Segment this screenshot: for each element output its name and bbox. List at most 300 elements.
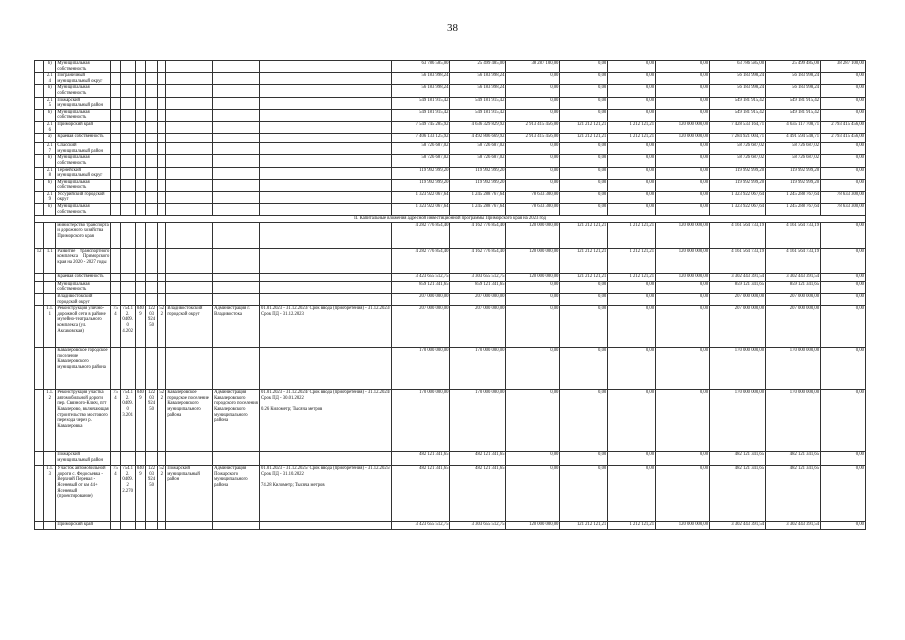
amount-cell: 120 000 000,00 bbox=[506, 222, 560, 248]
empty-cell bbox=[44, 348, 56, 390]
empty-cell bbox=[120, 522, 135, 530]
amount-cell: 0,00 bbox=[656, 452, 710, 466]
empty-cell bbox=[260, 452, 392, 466]
summary-row bbox=[35, 61, 866, 73]
amount-cell: 121 212 121,21 bbox=[560, 248, 608, 273]
amount-cell: 119 992 999,20 bbox=[710, 179, 766, 191]
amount-cell: 170 000 000,00 bbox=[710, 390, 766, 452]
project-name: Участок автомобильной дороги с. Федосьевка - Верхний Перевал - Ясеневый от км 44+ Ясеневый (проектирование) bbox=[56, 466, 111, 522]
amount-cell: 0,00 bbox=[560, 73, 608, 85]
row-name: Муниципальная собственность bbox=[56, 61, 111, 73]
row-name: Муниципальная собственность bbox=[56, 179, 111, 191]
project-region: Владивостокский городской округ bbox=[166, 306, 213, 348]
amount-cell: 0,00 bbox=[560, 294, 608, 306]
row-name: Кавалеровское городское поселение Кавалеровского муниципального района bbox=[56, 348, 111, 390]
empty-cell bbox=[135, 179, 145, 191]
amount-cell: 0,00 bbox=[560, 179, 608, 191]
amount-cell: 0,00 bbox=[656, 179, 710, 191]
amount-cell: 4 492 806 669,92 bbox=[450, 134, 506, 143]
amount-cell: 0,00 bbox=[821, 155, 866, 167]
empty-cell bbox=[111, 222, 120, 248]
empty-cell bbox=[158, 155, 166, 167]
empty-cell bbox=[135, 155, 145, 167]
empty-cell bbox=[260, 348, 392, 390]
total-row bbox=[35, 522, 866, 530]
amount-cell: 0,00 bbox=[608, 452, 656, 466]
empty-cell bbox=[120, 348, 135, 390]
amount-cell: 119 992 999,20 bbox=[710, 167, 766, 179]
empty-cell bbox=[120, 191, 135, 203]
empty-cell bbox=[145, 109, 157, 121]
section-header-row bbox=[35, 216, 866, 223]
budget-code: 12203 92450 bbox=[145, 306, 157, 348]
empty-cell bbox=[135, 191, 145, 203]
amount-cell: 63 786 585,00 bbox=[710, 61, 766, 73]
empty-cell bbox=[260, 155, 392, 167]
empty-cell bbox=[213, 204, 260, 216]
empty-cell bbox=[166, 191, 213, 203]
amount-cell: 170 000 000,00 bbox=[766, 390, 821, 452]
amount-cell: 56 183 998,24 bbox=[450, 73, 506, 85]
empty-cell bbox=[158, 143, 166, 155]
amount-cell: 2 793 415 456,00 bbox=[821, 121, 866, 133]
empty-cell bbox=[35, 273, 44, 281]
amount-cell: 0,00 bbox=[608, 167, 656, 179]
row-name: Муниципальная собственность bbox=[56, 204, 111, 216]
empty-cell bbox=[35, 109, 44, 121]
empty-cell bbox=[158, 61, 166, 73]
empty-cell bbox=[260, 167, 392, 179]
program-subrow bbox=[35, 273, 866, 281]
summary-row bbox=[35, 121, 866, 133]
empty-cell bbox=[111, 109, 120, 121]
amount-cell: 0,00 bbox=[560, 191, 608, 203]
amount-cell: 56 183 998,24 bbox=[450, 85, 506, 97]
empty-cell bbox=[44, 281, 56, 293]
amount-cell: 119 992 999,20 bbox=[392, 179, 450, 191]
empty-cell bbox=[145, 121, 157, 133]
row-code: 2.1 5 bbox=[44, 97, 56, 109]
amount-cell: 1 212 121,21 bbox=[608, 248, 656, 273]
amount-cell: 120 000 000,00 bbox=[506, 273, 560, 281]
empty-cell bbox=[166, 179, 213, 191]
project-row bbox=[35, 466, 866, 522]
empty-cell bbox=[145, 155, 157, 167]
empty-cell bbox=[158, 348, 166, 390]
summary-row bbox=[35, 134, 866, 143]
budget-code: 0409 bbox=[135, 390, 145, 452]
empty-cell bbox=[145, 281, 157, 293]
empty-cell bbox=[35, 85, 44, 97]
empty-cell bbox=[44, 222, 56, 248]
amount-cell: 0,00 bbox=[506, 466, 560, 522]
amount-cell: 0,00 bbox=[656, 97, 710, 109]
amount-cell: 56 183 998,24 bbox=[392, 85, 450, 97]
amount-cell: 78 633 300,00 bbox=[821, 204, 866, 216]
empty-cell bbox=[158, 204, 166, 216]
amount-cell: 0,00 bbox=[656, 281, 710, 293]
amount-cell: 63 786 585,00 bbox=[392, 61, 450, 73]
amount-cell: 859 121 341,65 bbox=[710, 281, 766, 293]
amount-cell: 7 428 533 164,71 bbox=[710, 121, 766, 133]
amount-cell: 4 491 594 548,71 bbox=[766, 134, 821, 143]
empty-cell bbox=[35, 155, 44, 167]
empty-cell bbox=[135, 204, 145, 216]
amount-cell: 0,00 bbox=[821, 348, 866, 390]
amount-cell: 0,00 bbox=[506, 73, 560, 85]
empty-cell bbox=[111, 294, 120, 306]
empty-cell bbox=[260, 273, 392, 281]
amount-cell: 170 000 000,00 bbox=[710, 348, 766, 390]
amount-cell: 0,00 bbox=[560, 143, 608, 155]
empty-cell bbox=[260, 134, 392, 143]
amount-cell: 0,00 bbox=[560, 204, 608, 216]
project-details: 01.01.2023 - 31.12.2023/ Срок ввода (приобретения) - 31.12.2023/ Срок ПД - 31.12.2023 bbox=[260, 306, 392, 348]
empty-cell bbox=[260, 143, 392, 155]
amount-cell: 0,00 bbox=[560, 348, 608, 390]
amount-cell: 0,00 bbox=[560, 281, 608, 293]
empty-cell bbox=[158, 121, 166, 133]
empty-cell bbox=[260, 109, 392, 121]
empty-cell bbox=[35, 134, 44, 143]
row-name: Муниципальная собственность bbox=[56, 109, 111, 121]
project-details: 01.01.2023 - 31.12.2025/ Срок ввода (приобретения) - 31.12.2025/ Срок ПД - 31.10.2022 74.28 Километр; Тысяча метров bbox=[260, 466, 392, 522]
amount-cell: 0,00 bbox=[656, 85, 710, 97]
amount-cell: 207 000 000,00 bbox=[710, 306, 766, 348]
project-details: 01.01.2023 - 31.12.2024/ Срок ввода (приобретения) - 31.12.2024/ Срок ПД - 30.01.2022 0.26 Километр; Тысяча метров bbox=[260, 390, 392, 452]
empty-cell bbox=[158, 167, 166, 179]
empty-cell bbox=[111, 191, 120, 203]
empty-cell bbox=[35, 73, 44, 85]
amount-cell: 4 161 564 733,19 bbox=[710, 222, 766, 248]
summary-row bbox=[35, 73, 866, 85]
amount-cell: 1 212 121,21 bbox=[608, 121, 656, 133]
empty-cell bbox=[135, 248, 145, 273]
amount-cell: 0,00 bbox=[821, 452, 866, 466]
empty-cell bbox=[120, 134, 135, 143]
amount-cell: 0,00 bbox=[656, 204, 710, 216]
empty-cell bbox=[213, 281, 260, 293]
empty-cell bbox=[166, 204, 213, 216]
amount-cell: 0,00 bbox=[821, 97, 866, 109]
empty-cell bbox=[158, 85, 166, 97]
empty-cell bbox=[111, 452, 120, 466]
amount-cell: 3 423 655 512,75 bbox=[392, 273, 450, 281]
amount-cell: 482 121 341,65 bbox=[766, 466, 821, 522]
amount-cell: 170 000 000,00 bbox=[392, 348, 450, 390]
amount-cell: 78 633 300,00 bbox=[506, 191, 560, 203]
empty-cell bbox=[120, 294, 135, 306]
empty-cell bbox=[213, 452, 260, 466]
empty-cell bbox=[111, 179, 120, 191]
empty-cell bbox=[145, 294, 157, 306]
empty-cell bbox=[213, 121, 260, 133]
empty-cell bbox=[111, 248, 120, 273]
amount-cell: 0,00 bbox=[506, 155, 560, 167]
empty-cell bbox=[120, 281, 135, 293]
budget-code: 754 bbox=[111, 390, 120, 452]
amount-cell: 7 284 921 004,71 bbox=[710, 134, 766, 143]
amount-cell: 58 726 687,02 bbox=[710, 143, 766, 155]
budget-code: 754.12. 0409.2 2.270 bbox=[120, 466, 135, 522]
amount-cell: 119 992 999,20 bbox=[450, 179, 506, 191]
row-name: Уссурийский городской округ bbox=[56, 191, 111, 203]
empty-cell bbox=[35, 179, 44, 191]
amount-cell: 549 181 915,42 bbox=[392, 109, 450, 121]
empty-cell bbox=[120, 222, 135, 248]
amount-cell: 0,00 bbox=[821, 167, 866, 179]
amount-cell: 58 726 687,02 bbox=[392, 155, 450, 167]
empty-cell bbox=[145, 134, 157, 143]
amount-cell: 170 000 000,00 bbox=[766, 348, 821, 390]
empty-cell bbox=[213, 97, 260, 109]
empty-cell bbox=[35, 143, 44, 155]
amount-cell: 0,00 bbox=[560, 167, 608, 179]
project-region: Кавалеровское городское поселение Кавалеровского муниципального района bbox=[166, 390, 213, 452]
empty-cell bbox=[111, 143, 120, 155]
empty-cell bbox=[145, 179, 157, 191]
row-code: 2.1 9 bbox=[44, 191, 56, 203]
empty-cell bbox=[260, 73, 392, 85]
empty-cell bbox=[120, 143, 135, 155]
amount-cell: 4 161 564 733,19 bbox=[766, 248, 821, 273]
empty-cell bbox=[158, 452, 166, 466]
amount-cell: 7 549 745 285,92 bbox=[392, 121, 450, 133]
amount-cell: 0,00 bbox=[560, 155, 608, 167]
empty-cell bbox=[166, 85, 213, 97]
amount-cell: 58 726 687,02 bbox=[450, 143, 506, 155]
empty-cell bbox=[166, 222, 213, 248]
empty-cell bbox=[166, 281, 213, 293]
empty-cell bbox=[260, 294, 392, 306]
empty-cell bbox=[111, 348, 120, 390]
empty-cell bbox=[120, 155, 135, 167]
empty-cell bbox=[166, 73, 213, 85]
empty-cell bbox=[120, 61, 135, 73]
budget-code: 12203 92450 bbox=[145, 390, 157, 452]
empty-cell bbox=[166, 452, 213, 466]
amount-cell: 1 245 288 767,64 bbox=[450, 204, 506, 216]
row-code: б) bbox=[44, 179, 56, 191]
amount-cell: 0,00 bbox=[608, 61, 656, 73]
ministry-row bbox=[35, 222, 866, 248]
amount-cell: 549 181 915,42 bbox=[710, 109, 766, 121]
amount-cell: 1 245 288 767,64 bbox=[766, 191, 821, 203]
empty-cell bbox=[35, 390, 44, 452]
empty-cell bbox=[260, 522, 392, 530]
amount-cell: 170 000 000,00 bbox=[450, 348, 506, 390]
empty-cell bbox=[135, 61, 145, 73]
amount-cell: 0,00 bbox=[506, 294, 560, 306]
amount-cell: 0,00 bbox=[506, 167, 560, 179]
amount-cell: 1 212 121,21 bbox=[608, 222, 656, 248]
amount-cell: 207 000 000,00 bbox=[450, 294, 506, 306]
amount-cell: 0,00 bbox=[506, 97, 560, 109]
empty-cell bbox=[166, 167, 213, 179]
empty-cell bbox=[35, 121, 44, 133]
empty-cell bbox=[120, 85, 135, 97]
amount-cell: 38 287 100,00 bbox=[506, 61, 560, 73]
empty-cell bbox=[166, 109, 213, 121]
summary-row bbox=[35, 143, 866, 155]
amount-cell: 482 121 341,65 bbox=[710, 452, 766, 466]
amount-cell: 4 635 117 708,71 bbox=[766, 121, 821, 133]
amount-cell: 78 633 300,00 bbox=[821, 191, 866, 203]
amount-cell: 0,00 bbox=[656, 167, 710, 179]
amount-cell: 549 181 915,42 bbox=[766, 109, 821, 121]
empty-cell bbox=[44, 273, 56, 281]
amount-cell: 56 183 998,24 bbox=[392, 73, 450, 85]
amount-cell: 482 121 341,65 bbox=[766, 452, 821, 466]
summary-row bbox=[35, 179, 866, 191]
amount-cell: 121 212 121,21 bbox=[560, 121, 608, 133]
empty-cell bbox=[145, 452, 157, 466]
amount-cell: 1 212 121,21 bbox=[608, 134, 656, 143]
amount-cell: 120 000 000,00 bbox=[656, 134, 710, 143]
amount-cell: 0,00 bbox=[506, 348, 560, 390]
amount-cell: 4 161 564 733,19 bbox=[710, 248, 766, 273]
amount-cell: 121 212 121,21 bbox=[560, 273, 608, 281]
amount-cell: 121 212 121,21 bbox=[560, 134, 608, 143]
amount-cell: 0,00 bbox=[608, 191, 656, 203]
empty-cell bbox=[213, 522, 260, 530]
program-name: Развитие транспортного комплекса Приморского края на 2020 - 2027 годы bbox=[56, 248, 111, 273]
row-name: Пограничный муниципальный округ bbox=[56, 73, 111, 85]
amount-cell: 119 992 999,20 bbox=[766, 179, 821, 191]
empty-cell bbox=[35, 466, 44, 522]
empty-cell bbox=[213, 134, 260, 143]
amount-cell: 120 000 000,00 bbox=[656, 121, 710, 133]
amount-cell: 3 302 443 391,54 bbox=[766, 522, 821, 530]
amount-cell: 58 726 687,02 bbox=[710, 155, 766, 167]
empty-cell bbox=[145, 248, 157, 273]
amount-cell: 121 212 121,21 bbox=[560, 222, 608, 248]
amount-cell: 0,00 bbox=[821, 273, 866, 281]
subrow-name: Муниципальная собственность bbox=[56, 281, 111, 293]
amount-cell: 2 913 415 456,00 bbox=[506, 134, 560, 143]
empty-cell bbox=[35, 167, 44, 179]
amount-cell: 0,00 bbox=[506, 281, 560, 293]
empty-cell bbox=[158, 109, 166, 121]
empty-cell bbox=[135, 143, 145, 155]
amount-cell: 207 000 000,00 bbox=[392, 306, 450, 348]
empty-cell bbox=[166, 143, 213, 155]
budget-code: 754.12. 0409.0 3.201 bbox=[120, 390, 135, 452]
amount-cell: 549 181 915,42 bbox=[710, 97, 766, 109]
amount-cell: 0,00 bbox=[656, 306, 710, 348]
empty-cell bbox=[35, 204, 44, 216]
amount-cell: 0,00 bbox=[608, 85, 656, 97]
empty-cell bbox=[213, 61, 260, 73]
amount-cell: 0,00 bbox=[608, 155, 656, 167]
amount-cell: 0,00 bbox=[560, 390, 608, 452]
summary-row bbox=[35, 85, 866, 97]
empty-cell bbox=[260, 191, 392, 203]
empty-cell bbox=[35, 281, 44, 293]
amount-cell: 0,00 bbox=[821, 222, 866, 248]
empty-cell bbox=[135, 85, 145, 97]
program-row bbox=[35, 248, 866, 273]
amount-cell: 120 000 000,00 bbox=[656, 248, 710, 273]
subrow-name: Владивостокский городской округ bbox=[56, 294, 111, 306]
page-number: 38 bbox=[447, 22, 458, 34]
summary-row bbox=[35, 167, 866, 179]
amount-cell: 119 992 999,20 bbox=[450, 167, 506, 179]
amount-cell: 1 212 121,21 bbox=[608, 273, 656, 281]
amount-cell: 170 000 000,00 bbox=[392, 390, 450, 452]
empty-cell bbox=[213, 73, 260, 85]
amount-cell: 0,00 bbox=[560, 97, 608, 109]
empty-cell bbox=[145, 73, 157, 85]
empty-cell bbox=[158, 179, 166, 191]
empty-cell bbox=[260, 222, 392, 248]
amount-cell: 207 000 000,00 bbox=[392, 294, 450, 306]
municipality-row bbox=[35, 452, 866, 466]
amount-cell: 0,00 bbox=[560, 306, 608, 348]
empty-cell bbox=[135, 281, 145, 293]
amount-cell: 0,00 bbox=[656, 143, 710, 155]
subrow-name: Краевая собственность bbox=[56, 273, 111, 281]
row-code: б) bbox=[44, 109, 56, 121]
amount-cell: 207 000 000,00 bbox=[766, 294, 821, 306]
empty-cell bbox=[111, 204, 120, 216]
amount-cell: 3 423 655 512,75 bbox=[392, 522, 450, 530]
amount-cell: 56 183 998,24 bbox=[766, 73, 821, 85]
amount-cell: 0,00 bbox=[821, 179, 866, 191]
empty-cell bbox=[213, 179, 260, 191]
budget-code: 754.12. 0409.0 4.202 bbox=[120, 306, 135, 348]
amount-cell: 0,00 bbox=[560, 61, 608, 73]
project-code: 1.1. 1 bbox=[44, 306, 56, 348]
amount-cell: 4 161 564 733,19 bbox=[766, 222, 821, 248]
empty-cell bbox=[166, 294, 213, 306]
amount-cell: 4 636 329 829,92 bbox=[450, 121, 506, 133]
amount-cell: 58 726 687,02 bbox=[766, 155, 821, 167]
empty-cell bbox=[260, 85, 392, 97]
empty-cell bbox=[35, 97, 44, 109]
project-customer: Администрация Кавалеровского городского поселения Кавалеровского муниципального района bbox=[213, 390, 260, 452]
empty-cell bbox=[158, 73, 166, 85]
empty-cell bbox=[111, 121, 120, 133]
empty-cell bbox=[158, 134, 166, 143]
empty-cell bbox=[166, 134, 213, 143]
empty-cell bbox=[260, 281, 392, 293]
amount-cell: 7 406 133 125,92 bbox=[392, 134, 450, 143]
amount-cell: 549 181 915,42 bbox=[766, 97, 821, 109]
empty-cell bbox=[158, 281, 166, 293]
amount-cell: 0,00 bbox=[656, 109, 710, 121]
amount-cell: 0,00 bbox=[608, 97, 656, 109]
amount-cell: 4 162 776 854,40 bbox=[450, 248, 506, 273]
amount-cell: 0,00 bbox=[506, 109, 560, 121]
empty-cell bbox=[44, 452, 56, 466]
empty-cell bbox=[213, 294, 260, 306]
amount-cell: 56 183 998,24 bbox=[766, 85, 821, 97]
empty-cell bbox=[111, 155, 120, 167]
empty-cell bbox=[145, 143, 157, 155]
program-subrow bbox=[35, 281, 866, 293]
empty-cell bbox=[135, 109, 145, 121]
amount-cell: 4 282 776 854,40 bbox=[392, 222, 450, 248]
project-row bbox=[35, 390, 866, 452]
amount-cell: 549 181 915,42 bbox=[450, 97, 506, 109]
row-name: Краевая собственность bbox=[56, 134, 111, 143]
empty-cell bbox=[111, 281, 120, 293]
empty-cell bbox=[213, 348, 260, 390]
empty-cell bbox=[145, 204, 157, 216]
amount-cell: 549 181 915,42 bbox=[392, 97, 450, 109]
empty-cell bbox=[158, 522, 166, 530]
